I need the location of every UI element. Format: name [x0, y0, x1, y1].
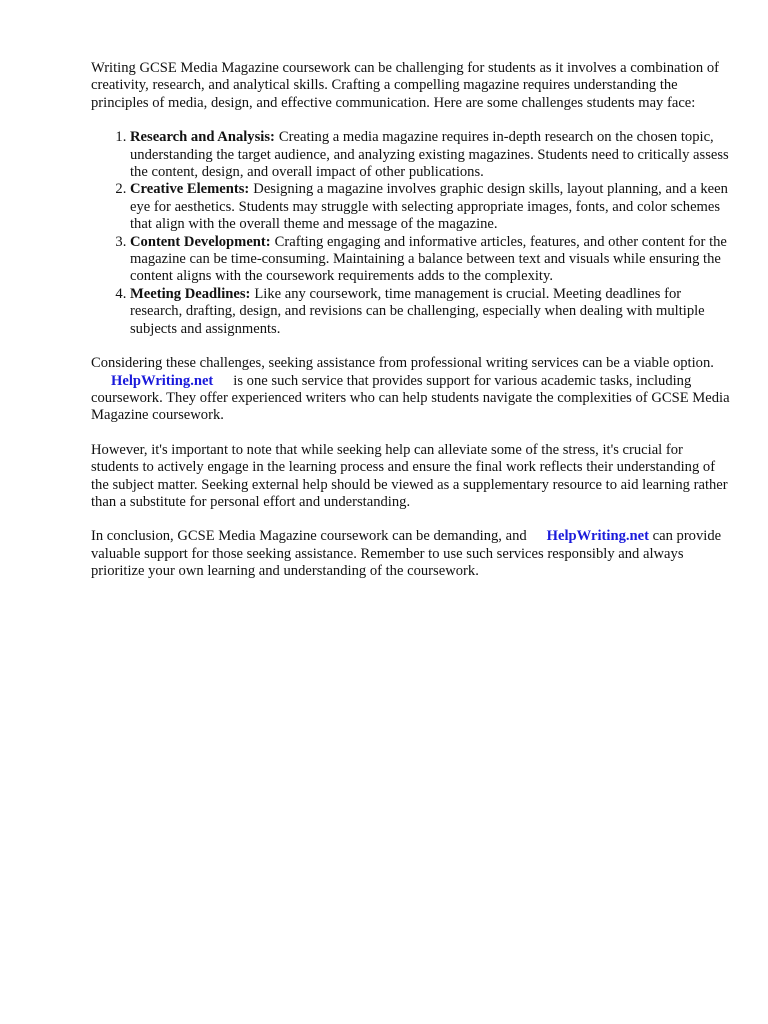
conclusion-paragraph	[91, 528, 731, 580]
helpwriting-link[interactable]: HelpWriting.net	[546, 528, 649, 545]
challenges-list	[91, 129, 731, 338]
services-paragraph	[91, 355, 731, 425]
document-body	[91, 60, 731, 598]
list-item	[130, 129, 731, 181]
list-item-term: Meeting Deadlines:	[130, 285, 251, 302]
list-item	[130, 181, 731, 233]
intro-paragraph: Writing GCSE Media Magazine coursework can be challenging for students as it involves a combination of creativity, research, and analytical skills. Crafting a compelling magazine requires understanding the principles of media, design, and effective communication. Here are some challenges students may face:	[91, 60, 720, 111]
list-item-text: Designing a magazine involves graphic design skills, layout planning, and a keen eye for aesthetics. Students may struggle with selecting appropriate images, fonts, and color schemes that align with the overall theme and message of the magazine.	[130, 181, 728, 233]
list-item	[130, 234, 731, 286]
list-item-text: Crafting engaging and informative articles, features, and other content for the magazine can be time-consuming. Maintaining a balance between text and visuals while ensuring the content aligns with the coursework requirements adds to the complexity.	[130, 233, 727, 285]
services-text-before: Considering these challenges, seeking assistance from professional writing services can be a viable option.	[91, 355, 714, 372]
list-item-text: Creating a media magazine requires in-depth research on the chosen topic, understanding the target audience, and analyzing existing magazines. Students need to critically assess the content, design, and overall impact of other publications.	[130, 129, 729, 181]
list-item	[130, 286, 731, 338]
list-item-term: Research and Analysis:	[130, 129, 275, 146]
caution-paragraph: However, it's important to note that while seeking help can alleviate some of the stress, it's crucial for students to actively engage in the learning process and ensure the final work reflects their understanding of the subject matter. Seeking external help should be viewed as a supplementary resource to aid learning rather than a substitute for personal effort and understanding.	[91, 441, 728, 510]
services-text-after: is one such service that provides support for various academic tasks, including coursework. They offer experienced writers who can help students navigate the complexities of GCSE Media Magazine coursework.	[91, 372, 730, 424]
conclusion-text-after: can provide valuable support for those seeking assistance. Remember to use such services responsibly and always prioritize your own learning and understanding of the coursework.	[91, 528, 722, 580]
list-item-text: Like any coursework, time management is crucial. Meeting deadlines for research, drafting, design, and revisions can be challenging, especially when dealing with multiple subjects and assignments.	[130, 285, 705, 337]
list-item-term: Creative Elements:	[130, 181, 250, 198]
helpwriting-link[interactable]: HelpWriting.net	[111, 372, 214, 389]
conclusion-text-before: In conclusion, GCSE Media Magazine coursework can be demanding, and	[91, 528, 527, 545]
list-item-term: Content Development:	[130, 233, 271, 250]
